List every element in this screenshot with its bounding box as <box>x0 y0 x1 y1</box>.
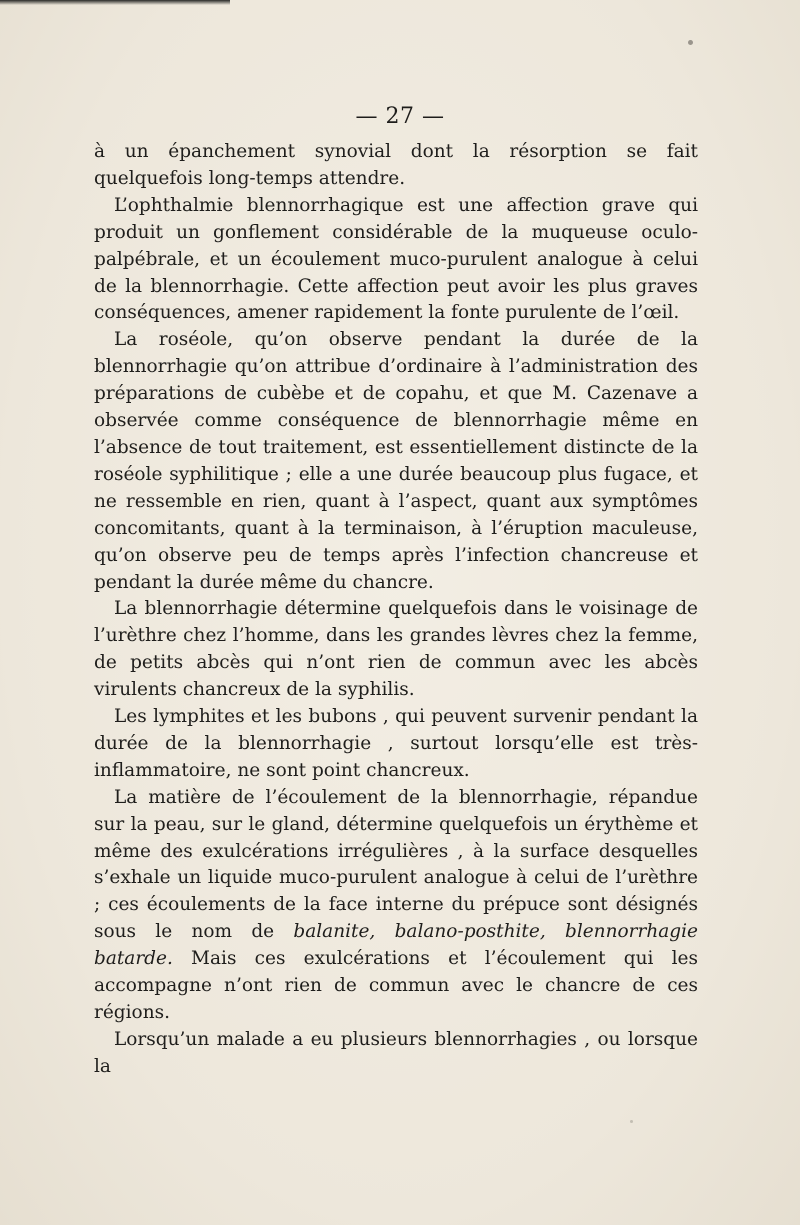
text-run: La matière de l’écoulement de la blennorrhagie, répandue sur la peau, sur le gland, détermine quelquefois un érythème et même des exulcérations irrégulières , à la surface desquelles s’exhale un liquide muco-purulent analogue à celui de l’urèthre ; ces écoulements de la face interne du prépuce sont désignés sous le nom de <box>94 786 698 943</box>
body-text <box>94 139 698 1081</box>
paragraph-4 <box>94 596 698 704</box>
page-number: — 27 — <box>355 104 445 129</box>
text-run: La blennorrhagie détermine quelquefois dans le voisinage de l’urèthre chez l’homme, dans les grandes lèvres chez la femme, de petits abcès qui n’ont rien de commun avec les abcès virulents chancreux de la syphilis. <box>94 598 698 701</box>
paragraph-5 <box>94 704 698 785</box>
text-run: L’ophthalmie blennorrhagique est une affection grave qui produit un gonflement considérable de la muqueuse oculo-palpébrale, et un écoulement muco-purulent analogue à celui de la blennorrhagie. Cette affection peut avoir les plus graves conséquences, amener rapidement la fonte purulente de l’œil. <box>94 194 698 324</box>
paragraph-7 <box>94 1027 698 1081</box>
text-run: La roséole, qu’on observe pendant la durée de la blennorrhagie qu’on attribue d’ordinaire à l’administration des préparations de cubèbe et de copahu, et que M. Cazenave a observée comme conséquence de blennorrhagie même en l’absence de tout traitement, est essentiellement distincte de la roséole syphilitique ; elle a une durée beaucoup plus fugace, et ne ressemble en rien, quant à l’aspect, quant aux symptômes concomitants, quant à la terminaison, à l’éruption maculeuse, qu’on observe peu de temps après l’infection chancreuse et pendant la durée même du chancre. <box>94 329 698 593</box>
scan-edge-shadow <box>0 0 230 5</box>
italic-term: balanite, balano-posthite, blennorrhagie batarde. <box>94 921 698 970</box>
text-run: Lorsqu’un malade a eu plusieurs blennorrhagies , ou lorsque la <box>94 1028 698 1077</box>
text-run: à un épanchement synovial dont la résorption se fait quelquefois long-temps attendre. <box>94 141 698 189</box>
paper-speck <box>688 40 693 45</box>
text-run: Les lymphites et les bubons , qui peuvent survenir pendant la durée de la blennorrhagie , surtout lorsqu’elle est très-inflammatoire, ne sont point chancreux. <box>94 706 698 781</box>
paragraph-6 <box>94 785 698 1027</box>
paragraph-3 <box>94 327 698 596</box>
paragraph-1 <box>94 139 698 193</box>
paragraph-2 <box>94 193 698 328</box>
text-run: Mais ces exulcérations et l’écoulement qui les accompagne n’ont rien de commun avec le chancre de ces régions. <box>94 948 698 1023</box>
paper-speck <box>630 1120 633 1123</box>
